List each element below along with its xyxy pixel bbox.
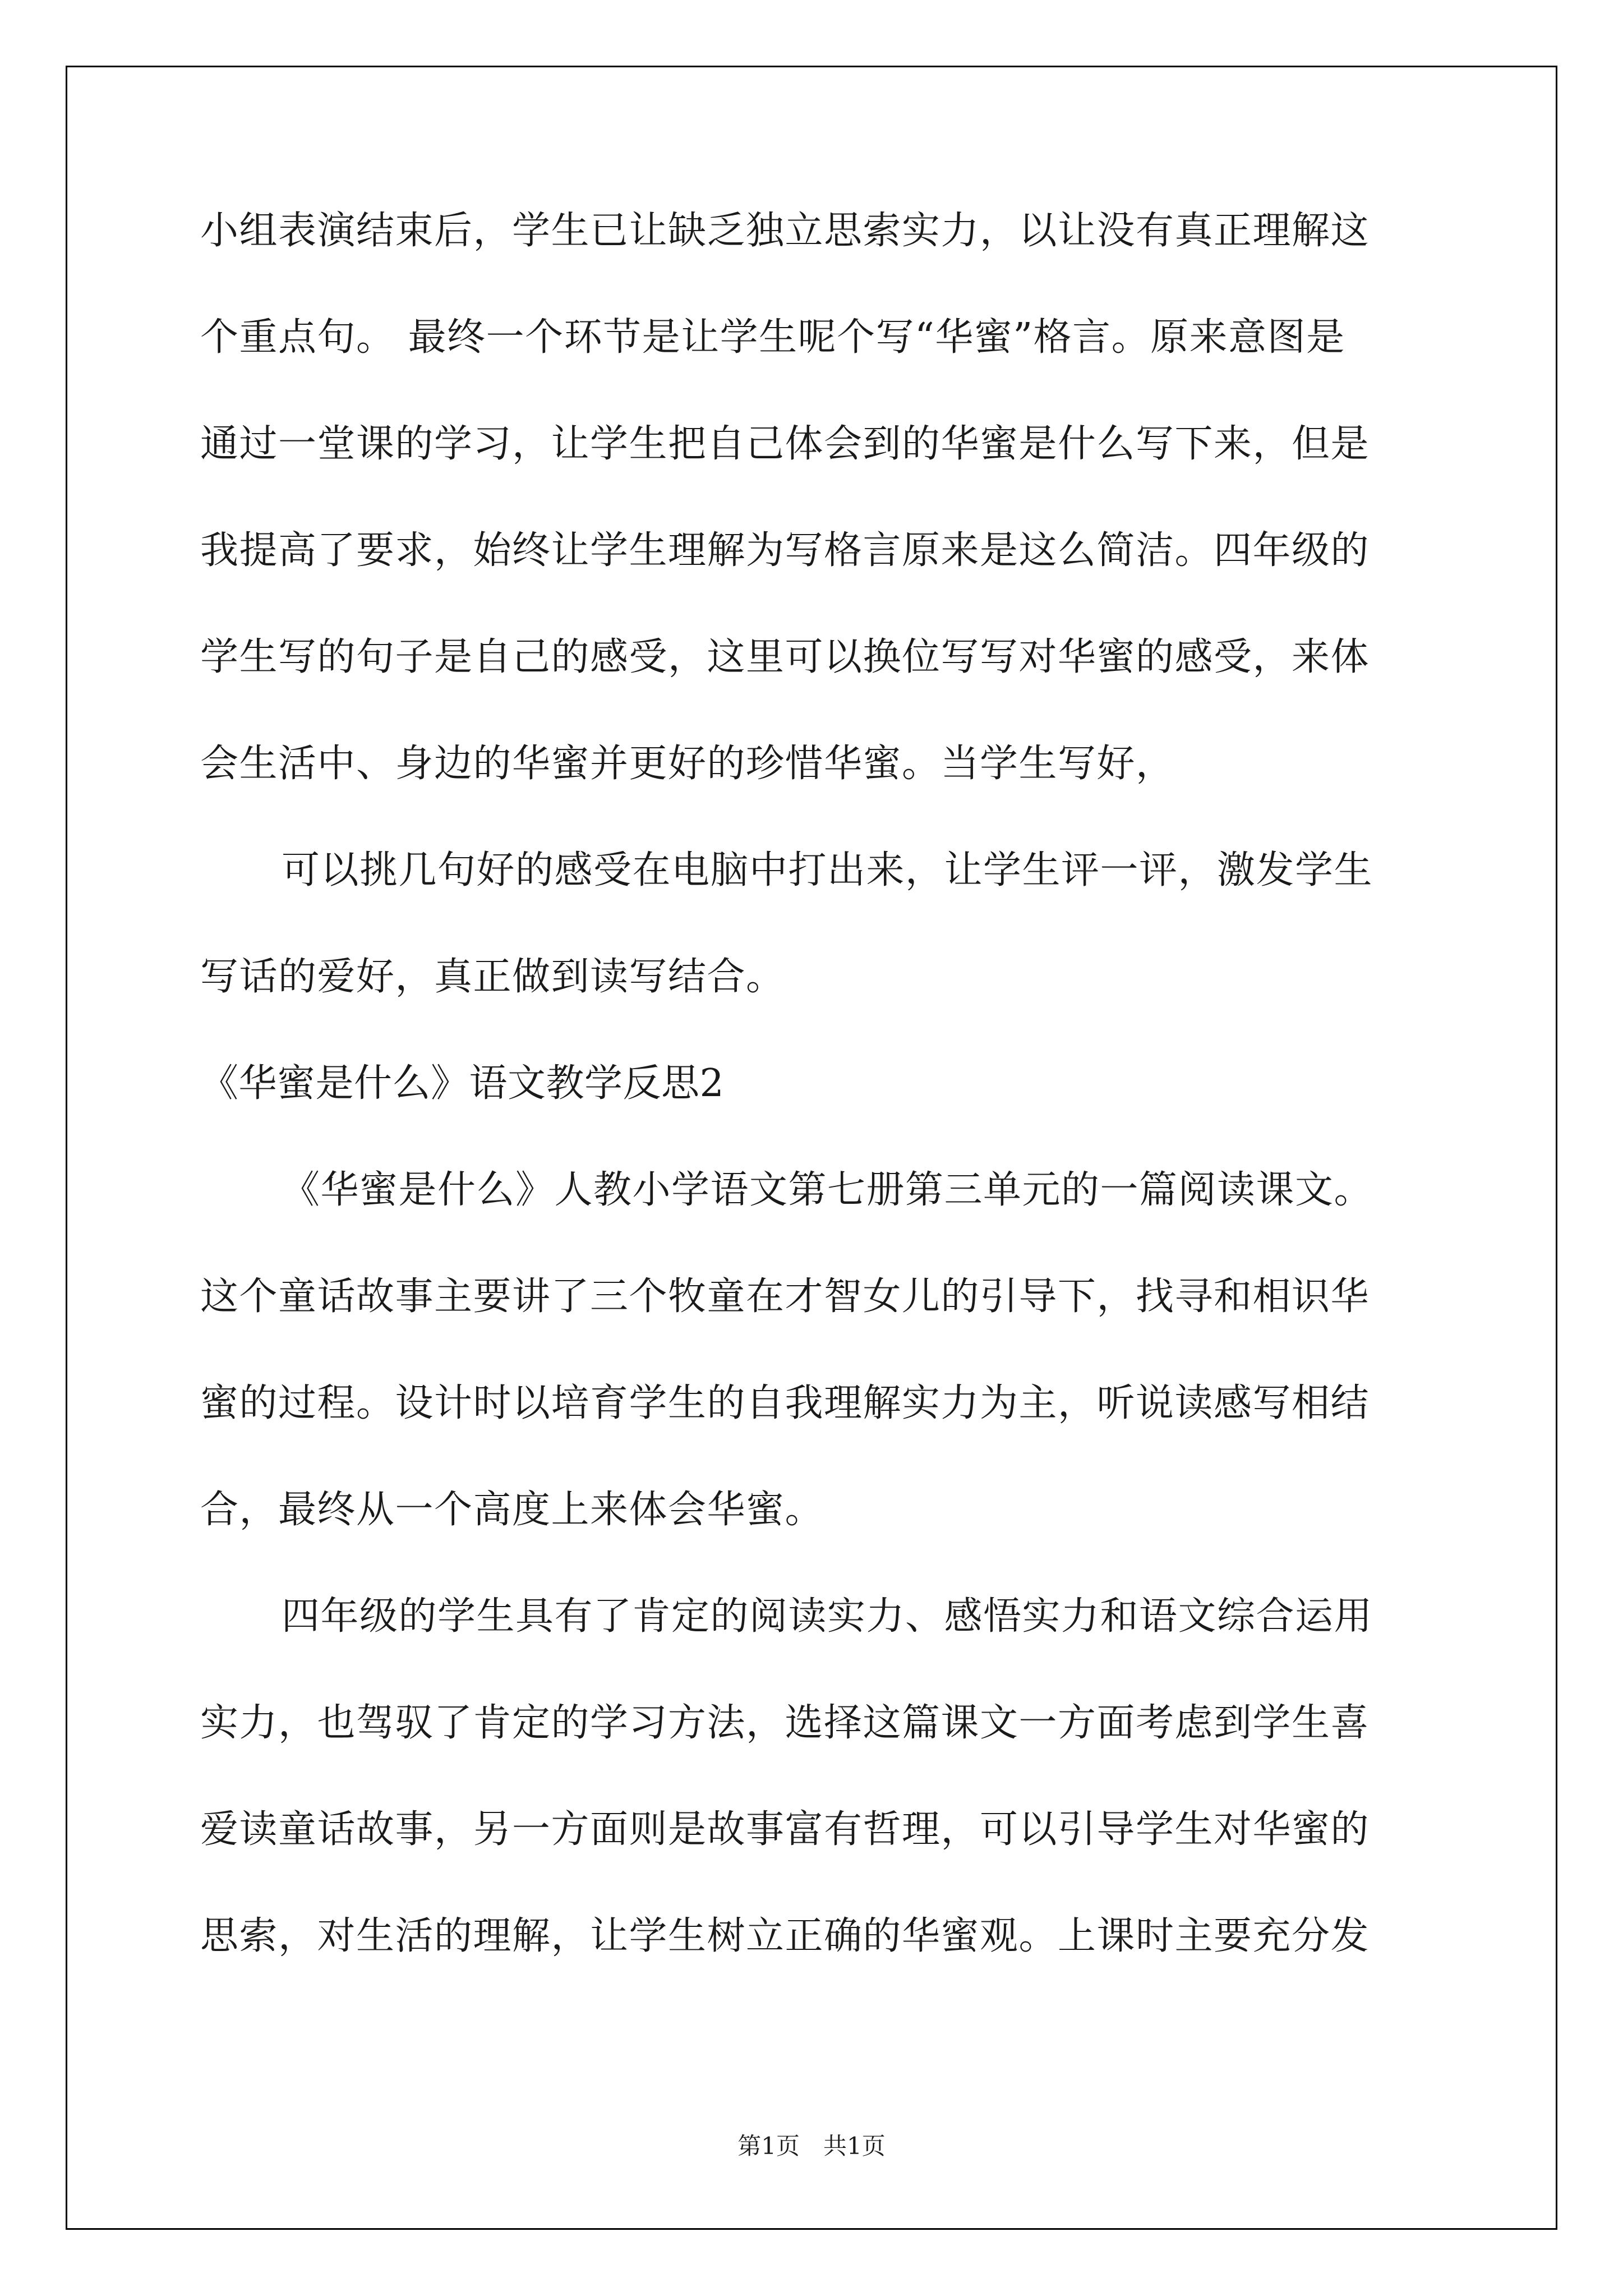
- text-line: 这个童话故事主要讲了三个牧童在才智女儿的引导下，找寻和相识华: [200, 1274, 1370, 1319]
- text-line: 思索，对生活的理解，让学生树立正确的华蜜观。上课时主要充分发: [200, 1914, 1370, 1958]
- text-line: 我提高了要求，始终让学生理解为写格言原来是这么简洁。四年级的: [200, 528, 1370, 573]
- text-line: 小组表演结束后，学生已让缺乏独立思索实力，以让没有真正理解这: [200, 209, 1370, 253]
- text-line: 爱读童话故事，另一方面则是故事富有哲理，可以引导学生对华蜜的: [200, 1807, 1370, 1852]
- text-line: 会生活中、身边的华蜜并更好的珍惜华蜜。当学生写好，: [200, 742, 1175, 786]
- text-line: 学生写的句子是自己的感受，这里可以换位写写对华蜜的感受，来体: [200, 635, 1370, 679]
- text-line: 实力，也驾驭了肯定的学习方法，选择这篇课文一方面考虑到学生喜: [200, 1701, 1370, 1745]
- text-line: 写话的爱好，真正做到读写结合。: [200, 955, 785, 999]
- page-footer: 第1页 共1页: [737, 2132, 886, 2160]
- section-heading: 《华蜜是什么》语文教学反思2: [200, 1061, 725, 1106]
- text-line: 《华蜜是什么》人教小学语文第七册第三单元的一篇阅读课文。: [282, 1168, 1373, 1212]
- text-line: 四年级的学生具有了肯定的阅读实力、感悟实力和语文综合运用: [282, 1594, 1373, 1639]
- document-body: [200, 209, 1428, 2021]
- text-line: 个重点句。 最终一个环节是让学生呢个写“华蜜”格言。原来意图是: [200, 315, 1345, 360]
- text-line: 蜜的过程。设计时以培育学生的自我理解实力为主，听说读感写相结: [200, 1381, 1370, 1425]
- text-line: 合，最终从一个高度上来体会华蜜。: [200, 1488, 824, 1532]
- text-line: 通过一堂课的学习，让学生把自己体会到的华蜜是什么写下来，但是: [200, 422, 1370, 466]
- text-line: 可以挑几句好的感受在电脑中打出来，让学生评一评，激发学生: [282, 848, 1373, 892]
